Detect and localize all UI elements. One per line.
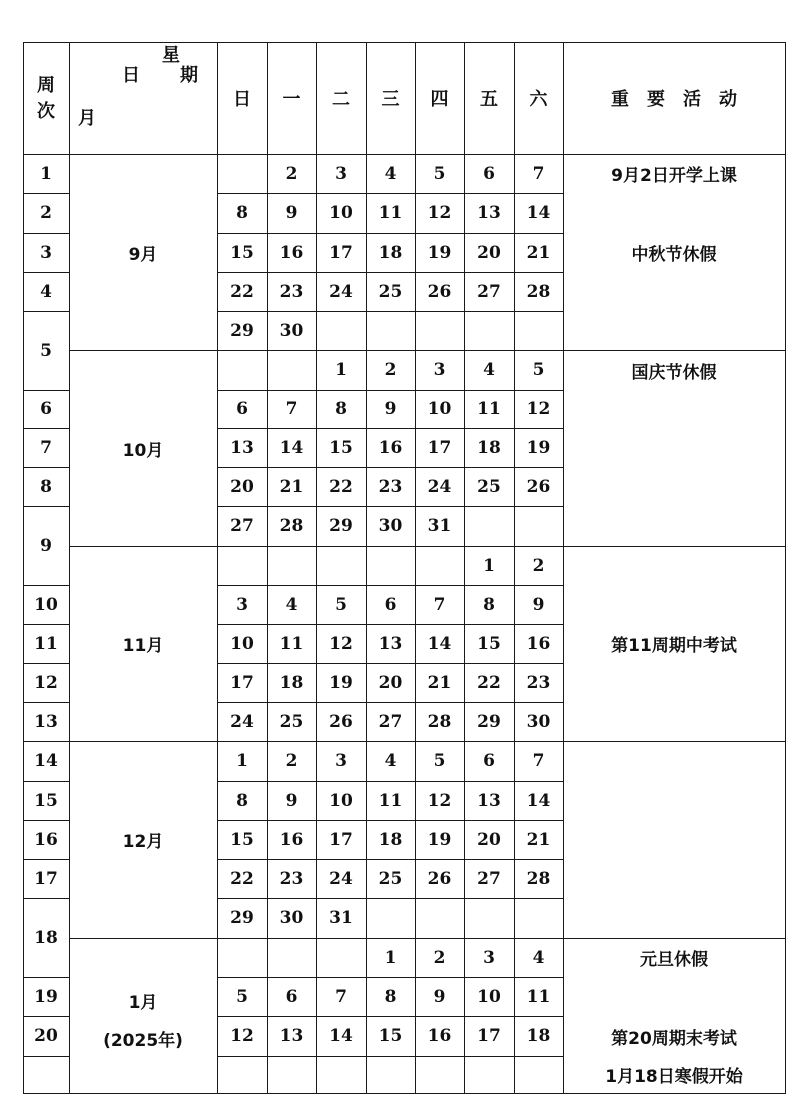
day-cell: 22 [230,281,254,302]
day-cell: 17 [329,829,353,850]
day-cell: 10 [329,790,353,811]
day-cell: 5 [433,163,446,184]
day-cell: 25 [279,711,304,732]
day-cell: 26 [427,281,452,302]
day-cell: 1 [236,751,248,771]
day-cell: 11 [378,203,403,223]
day-cell: 12 [427,203,452,223]
day-cell: 11 [526,986,551,1007]
grid-hline [23,1093,786,1094]
week-number: 13 [34,711,58,732]
day-cell: 12 [427,790,452,811]
day-cell: 18 [477,437,501,458]
header-month-label: 月 [78,108,96,129]
day-cell: 9 [532,594,545,615]
activity-header: 重 要 活 动 [611,89,737,110]
day-cell: 14 [329,1026,353,1046]
day-cell: 15 [230,242,254,263]
day-cell: 4 [384,751,397,771]
day-cell: 3 [433,360,446,380]
day-cell: 10 [329,203,353,223]
day-cell: 1 [384,947,397,968]
day-cell: 13 [477,790,501,811]
day-cell: 28 [526,281,551,302]
day-cell: 20 [378,672,403,693]
day-cell: 7 [433,594,446,615]
weekday-header: 六 [529,89,548,110]
day-cell: 3 [483,947,495,968]
header-xing-label: 星 [162,45,180,66]
day-cell: 16 [279,829,304,850]
month-label: 9月 [128,244,158,265]
day-cell: 14 [427,633,452,654]
day-cell: 24 [427,476,452,497]
day-cell: 23 [526,672,551,693]
day-cell: 16 [427,1026,452,1046]
day-cell: 16 [279,242,304,263]
week-number: 17 [34,868,58,889]
activity-text: 第20周期末考试 [611,1028,737,1049]
grid-hline [69,938,218,939]
week-number: 1 [40,163,52,184]
day-cell: 30 [526,711,551,732]
week-number: 10 [34,594,58,615]
day-cell: 10 [427,399,452,419]
day-cell: 14 [526,203,551,223]
day-cell: 14 [526,790,551,811]
day-cell: 5 [532,360,545,380]
day-cell: 24 [329,868,353,889]
day-cell: 6 [483,163,495,184]
day-cell: 18 [279,672,304,693]
day-cell: 22 [329,476,353,497]
day-cell: 2 [285,751,298,771]
day-cell: 20 [477,242,501,263]
day-cell: 31 [427,516,452,536]
weekday-header: 五 [480,89,498,110]
day-cell: 7 [532,751,545,771]
day-cell: 22 [477,672,501,693]
day-cell: 3 [335,751,347,771]
day-cell: 12 [230,1026,254,1046]
week-number: 19 [34,986,58,1007]
weekday-header: 二 [332,89,350,110]
day-cell: 1 [483,555,495,576]
day-cell: 2 [285,163,298,184]
activity-text: 第11周期中考试 [611,636,737,656]
week-number: 8 [40,476,52,497]
day-cell: 8 [236,790,248,811]
day-cell: 13 [230,437,254,458]
day-cell: 12 [526,399,551,419]
day-cell: 17 [230,672,254,693]
day-cell: 8 [335,399,347,419]
day-cell: 23 [378,476,403,497]
day-cell: 15 [477,633,501,654]
week-number: 14 [34,751,58,771]
day-cell: 19 [329,672,353,693]
week-number: 15 [34,790,58,811]
day-cell: 11 [477,399,501,419]
week-number: 6 [40,399,52,419]
month-label: 11月 [122,636,164,656]
day-cell: 5 [433,751,446,771]
grid-hline [563,546,786,547]
day-cell: 18 [378,829,403,850]
activity-text: 9月2日开学上课 [611,166,737,186]
day-cell: 17 [477,1026,501,1046]
day-cell: 6 [285,986,298,1007]
day-cell: 11 [279,633,304,654]
day-cell: 6 [483,751,495,771]
weekday-header: 日 [233,89,251,110]
activity-text: 元旦休假 [640,950,708,970]
day-cell: 7 [532,163,545,184]
day-cell: 25 [378,868,403,889]
day-cell: 30 [279,908,304,928]
day-cell: 25 [477,476,501,497]
day-cell: 30 [279,320,304,341]
day-cell: 8 [483,594,495,615]
day-cell: 15 [230,829,254,850]
day-cell: 9 [285,203,298,223]
day-cell: 17 [427,437,452,458]
day-cell: 29 [477,711,501,732]
day-cell: 3 [236,594,248,615]
day-cell: 10 [477,986,501,1007]
day-cell: 22 [230,868,254,889]
grid-hline [217,1056,564,1057]
day-cell: 31 [329,908,353,928]
day-cell: 8 [384,986,397,1007]
day-cell: 16 [526,633,551,654]
day-cell: 2 [532,555,545,576]
day-cell: 7 [335,986,347,1007]
day-cell: 28 [427,711,452,732]
month-label: 12月 [122,832,164,852]
day-cell: 13 [477,203,501,223]
header-week-label: 次 [37,101,55,122]
day-cell: 9 [433,986,446,1007]
month-label: 1月 [128,992,158,1013]
day-cell: 27 [378,711,403,732]
day-cell: 19 [427,829,452,850]
week-number: 2 [40,203,52,223]
day-cell: 21 [427,672,452,693]
day-cell: 20 [230,476,254,497]
day-cell: 30 [378,516,403,536]
day-cell: 1 [335,360,347,380]
week-number [23,1056,69,1093]
day-cell: 25 [378,281,403,302]
weekday-header: 一 [282,89,301,110]
day-cell: 13 [378,633,403,654]
day-cell: 4 [483,360,495,380]
week-number: 3 [40,242,52,263]
header-week-label: 周 [37,75,55,96]
month-year-label: (2025年) [103,1030,183,1051]
day-cell: 29 [230,908,254,928]
day-cell: 6 [236,399,248,419]
header-ri-label: 日 [122,65,140,86]
grid-hline [563,741,786,742]
grid-vline [785,42,786,1094]
activity-text: 国庆节休假 [631,362,717,383]
day-cell: 5 [335,594,347,615]
day-cell: 13 [279,1026,304,1046]
day-cell: 23 [279,868,304,889]
day-cell: 24 [230,711,254,732]
day-cell: 2 [433,947,446,968]
week-number: 11 [34,633,58,654]
week-number: 9 [40,535,52,556]
day-cell: 14 [279,437,304,458]
day-cell: 23 [279,281,304,302]
day-cell: 26 [526,476,551,497]
day-cell: 16 [378,437,403,458]
header-qi-label: 期 [180,65,198,86]
day-cell: 7 [285,399,298,419]
day-cell: 15 [378,1026,403,1046]
day-cell: 27 [477,281,501,302]
day-cell: 19 [526,437,551,458]
day-cell: 11 [378,790,403,811]
day-cell: 28 [279,516,304,536]
day-cell: 26 [329,711,353,732]
day-cell: 17 [329,242,353,263]
day-cell: 4 [384,163,397,184]
week-number: 5 [40,340,52,361]
day-cell: 18 [526,1026,551,1046]
day-cell: 27 [477,868,501,889]
weekday-header: 四 [430,89,449,110]
day-cell: 9 [285,790,298,811]
month-label: 10月 [122,440,164,461]
day-cell: 21 [279,476,304,497]
day-cell: 15 [329,437,353,458]
day-cell: 8 [236,203,248,223]
day-cell: 10 [230,633,254,654]
day-cell: 12 [329,633,353,654]
day-cell: 5 [236,986,248,1007]
weekday-header: 三 [381,89,400,110]
activity-text: 中秋节休假 [631,245,717,265]
week-number: 4 [40,281,52,302]
day-cell: 6 [384,594,397,615]
day-cell: 9 [384,399,397,419]
week-number: 16 [34,829,58,850]
day-cell: 2 [384,360,397,380]
day-cell: 4 [532,947,545,968]
day-cell: 19 [427,242,452,263]
day-cell: 21 [526,242,551,263]
grid-vline [563,42,564,1094]
day-cell: 29 [230,320,254,341]
day-cell: 27 [230,516,254,536]
day-cell: 4 [285,594,298,615]
day-cell: 20 [477,829,501,850]
day-cell: 29 [329,516,353,536]
activity-text: 1月18日寒假开始 [605,1067,743,1087]
week-number: 20 [34,1026,58,1046]
day-cell: 24 [329,281,353,302]
week-number: 7 [40,437,52,458]
day-cell: 3 [335,163,347,184]
day-cell: 26 [427,868,452,889]
week-number: 18 [34,927,58,948]
week-number: 12 [34,672,58,693]
day-cell: 18 [378,242,403,263]
day-cell: 28 [526,868,551,889]
day-cell: 21 [526,829,551,850]
